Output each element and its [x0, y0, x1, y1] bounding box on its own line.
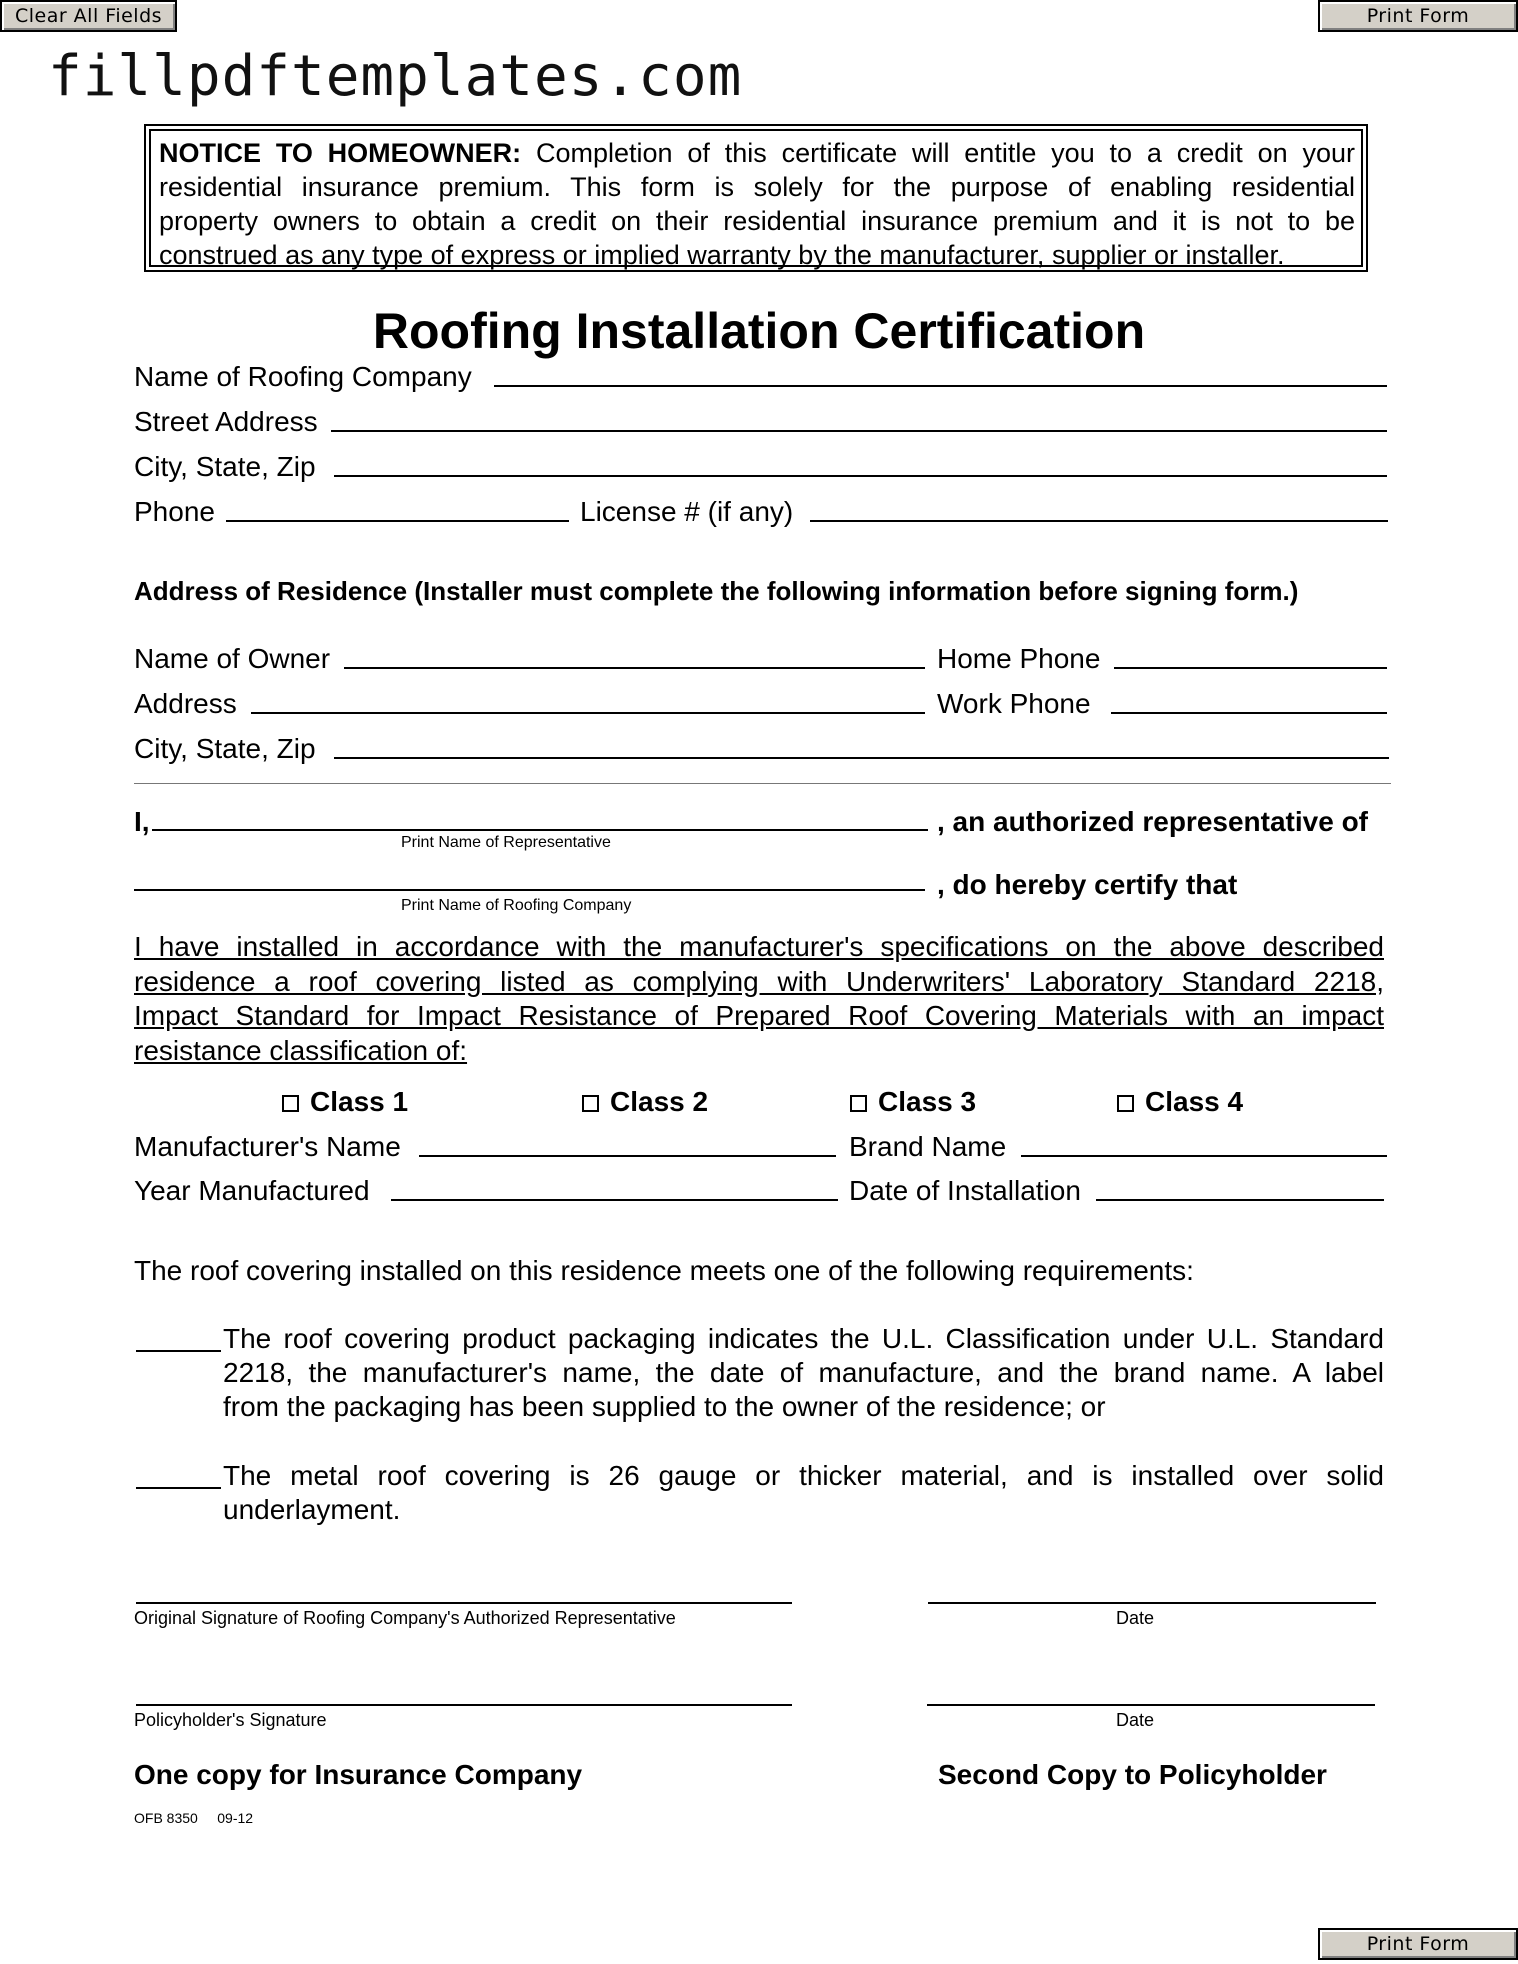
requirement-line: underlayment.	[223, 1494, 401, 1525]
form-title: Roofing Installation Certification	[372, 303, 1146, 359]
certify-i-label: I,	[134, 806, 150, 837]
street-address-label: Street Address	[134, 406, 318, 437]
owner-address-label: Address	[134, 688, 237, 719]
company-city-label: City, State, Zip	[134, 451, 316, 482]
owner-name-field[interactable]	[344, 667, 925, 669]
requirement-line: from the packaging has been supplied to the owner of the residence; or	[223, 1391, 1106, 1422]
rep-date-caption: Date	[1116, 1608, 1155, 1628]
copy-insurance-label: One copy for Insurance Company	[134, 1759, 583, 1790]
manufacturer-field[interactable]	[419, 1155, 836, 1157]
year-manufactured-field[interactable]	[391, 1199, 838, 1201]
license-label: License # (if any)	[580, 496, 794, 527]
manufacturer-label: Manufacturer's Name	[134, 1131, 401, 1162]
statement-line: I have installed in accordance with the manufacturer's specifications on the above described	[134, 931, 1384, 962]
brand-name-label: Brand Name	[849, 1131, 1007, 1162]
notice-heading: NOTICE TO HOMEOWNER:	[159, 138, 522, 168]
policyholder-signature-caption: Policyholder's Signature	[134, 1710, 327, 1730]
company-name-label: Name of Roofing Company	[134, 361, 472, 392]
installation-date-label: Date of Installation	[849, 1175, 1081, 1206]
site-brand: fillpdftemplates.com	[48, 44, 743, 109]
policyholder-signature-field[interactable]	[136, 1704, 792, 1706]
statement-line: residence a roof covering listed as complying with Underwriters' Laboratory Standard 2218,	[134, 965, 1384, 997]
certification-statement	[134, 930, 1384, 1068]
class-3-option[interactable]	[850, 1086, 976, 1118]
policyholder-date-field[interactable]	[927, 1704, 1375, 1706]
class-4-label: Class 4	[1145, 1086, 1244, 1117]
roofing-company-name-field[interactable]	[134, 889, 925, 891]
residence-heading: Address of Residence (Installer must complete the following information before signing form.)	[134, 576, 1299, 606]
year-manufactured-label: Year Manufactured	[134, 1175, 370, 1206]
license-field[interactable]	[810, 520, 1388, 522]
rep-date-field[interactable]	[928, 1602, 1376, 1604]
class-1-option[interactable]	[282, 1086, 408, 1118]
class-3-checkbox[interactable]	[850, 1095, 867, 1112]
rep-signature-caption: Original Signature of Roofing Company's Authorized Representative	[134, 1608, 676, 1628]
rep-name-caption: Print Name of Representative	[401, 834, 611, 851]
brand-name-field[interactable]	[1021, 1155, 1387, 1157]
requirement-2-initial-field[interactable]	[136, 1487, 221, 1489]
home-phone-label: Home Phone	[937, 643, 1101, 674]
hereby-certify-label: , do hereby certify that	[937, 869, 1238, 900]
requirement-1-text	[223, 1322, 1384, 1424]
clear-all-fields-button[interactable]: Clear All Fields	[0, 0, 177, 32]
company-name-caption: Print Name of Roofing Company	[401, 897, 632, 914]
class-4-option[interactable]	[1117, 1086, 1243, 1118]
print-form-button-bottom[interactable]: Print Form	[1318, 1928, 1518, 1960]
form-code: OFB 8350 09-12	[134, 1810, 254, 1826]
work-phone-label: Work Phone	[937, 688, 1091, 719]
requirements-intro: The roof covering installed on this residence meets one of the following requirements:	[134, 1255, 1194, 1286]
requirement-1-initial-field[interactable]	[136, 1350, 221, 1352]
statement-line: resistance classification of:	[134, 1034, 468, 1066]
requirement-line: The roof covering product packaging indicates the U.L. Classification under U.L. Standard	[223, 1323, 1384, 1354]
rep-signature-field[interactable]	[136, 1602, 792, 1604]
class-2-checkbox[interactable]	[582, 1095, 599, 1112]
owner-city-field[interactable]	[334, 757, 1389, 759]
notice-text	[149, 129, 1363, 270]
notice-line: Completion of this certificate will entitle you to a credit on your	[521, 138, 1355, 168]
notice-line: construed as any type of express or implied warranty by the manufacturer, supplier or installer.	[159, 240, 1285, 270]
class-1-checkbox[interactable]	[282, 1095, 299, 1112]
owner-city-label: City, State, Zip	[134, 733, 316, 764]
class-2-option[interactable]	[582, 1086, 708, 1118]
print-form-button-top[interactable]: Print Form	[1318, 0, 1518, 32]
phone-label: Phone	[134, 496, 215, 527]
owner-name-label: Name of Owner	[134, 643, 331, 674]
notice-box	[144, 124, 1368, 272]
policyholder-date-caption: Date	[1116, 1710, 1155, 1730]
phone-field[interactable]	[226, 520, 569, 522]
notice-line: residential insurance premium. This form is solely for the purpose of enabling residential	[159, 172, 1355, 202]
copy-policyholder-label: Second Copy to Policyholder	[938, 1759, 1327, 1790]
requirement-2-text	[223, 1459, 1384, 1527]
requirement-line: The metal roof covering is 26 gauge or thicker material, and is installed over solid	[223, 1460, 1384, 1491]
class-2-label: Class 2	[610, 1086, 709, 1117]
class-4-checkbox[interactable]	[1117, 1095, 1134, 1112]
installation-date-field[interactable]	[1096, 1199, 1384, 1201]
class-1-label: Class 1	[310, 1086, 409, 1117]
notice-line: property owners to obtain a credit on their residential insurance premium and it is not to be	[159, 206, 1355, 236]
work-phone-field[interactable]	[1111, 712, 1387, 714]
representative-name-field[interactable]	[152, 829, 928, 831]
company-city-field[interactable]	[334, 475, 1387, 477]
section-divider	[134, 783, 1391, 784]
class-3-label: Class 3	[878, 1086, 977, 1117]
requirement-line: 2218, the manufacturer's name, the date of manufacture, and the brand name. A label	[223, 1357, 1384, 1388]
company-name-field[interactable]	[494, 385, 1387, 387]
authorized-rep-label: , an authorized representative of	[937, 806, 1368, 837]
street-address-field[interactable]	[331, 430, 1387, 432]
statement-line: Impact Standard for Impact Resistance of Prepared Roof Covering Materials with an impact	[134, 1000, 1384, 1031]
owner-address-field[interactable]	[251, 712, 925, 714]
home-phone-field[interactable]	[1114, 667, 1387, 669]
